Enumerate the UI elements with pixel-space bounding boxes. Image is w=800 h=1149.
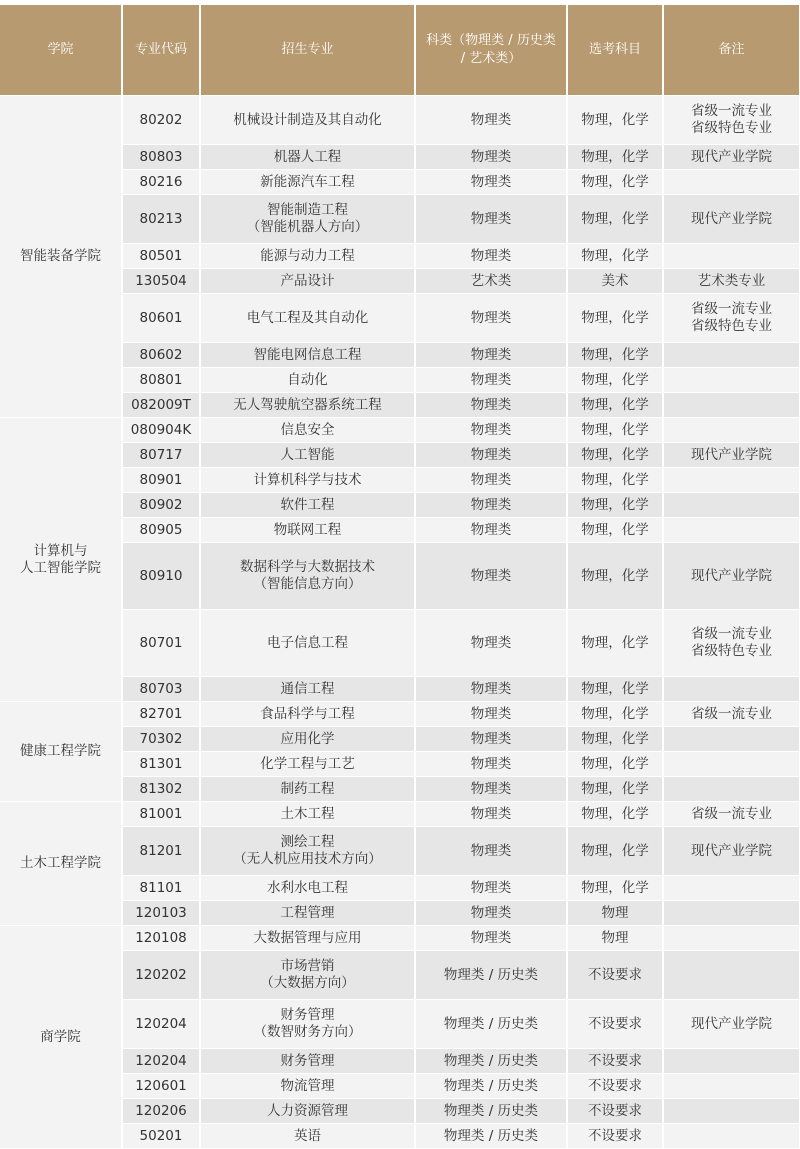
- major-cell: 制药工程: [200, 777, 415, 802]
- code-cell: 80202: [122, 96, 200, 145]
- category-cell: 物理类: [415, 752, 567, 777]
- code-cell: 120202: [122, 951, 200, 1000]
- category-cell: 物理类 / 历史类: [415, 1074, 567, 1099]
- header-subjects: 选考科目: [567, 5, 663, 96]
- note-cell: [663, 244, 799, 269]
- note-cell: [663, 518, 799, 543]
- major-cell: 电子信息工程: [200, 610, 415, 677]
- major-cell: 财务管理: [200, 1049, 415, 1074]
- major-cell: 工程管理: [200, 901, 415, 926]
- code-cell: 81201: [122, 827, 200, 876]
- note-cell: [663, 368, 799, 393]
- category-cell: 物理类: [415, 926, 567, 951]
- category-cell: 物理类: [415, 876, 567, 901]
- major-cell: 人工智能: [200, 443, 415, 468]
- college-cell: 健康工程学院: [0, 702, 122, 802]
- note-cell: [663, 343, 799, 368]
- category-cell: 物理类 / 历史类: [415, 951, 567, 1000]
- code-cell: 80902: [122, 493, 200, 518]
- major-cell: 财务管理 （数智财务方向）: [200, 1000, 415, 1049]
- subjects-cell: 物理，化学: [567, 677, 663, 702]
- subjects-cell: 物理，化学: [567, 443, 663, 468]
- note-cell: 省级一流专业 省级特色专业: [663, 96, 799, 145]
- major-cell: 应用化学: [200, 727, 415, 752]
- subjects-cell: 物理: [567, 901, 663, 926]
- major-cell: 软件工程: [200, 493, 415, 518]
- subjects-cell: 物理，化学: [567, 702, 663, 727]
- code-cell: 120206: [122, 1099, 200, 1124]
- note-cell: [663, 727, 799, 752]
- subjects-cell: 物理，化学: [567, 727, 663, 752]
- code-cell: 120108: [122, 926, 200, 951]
- code-cell: 81302: [122, 777, 200, 802]
- major-cell: 能源与动力工程: [200, 244, 415, 269]
- code-cell: 80801: [122, 368, 200, 393]
- major-cell: 自动化: [200, 368, 415, 393]
- note-cell: 省级一流专业: [663, 702, 799, 727]
- category-cell: 物理类: [415, 702, 567, 727]
- code-cell: 81001: [122, 802, 200, 827]
- note-cell: [663, 752, 799, 777]
- table-body: [0, 96, 799, 1149]
- subjects-cell: 物理: [567, 926, 663, 951]
- major-cell: 新能源汽车工程: [200, 170, 415, 195]
- code-cell: 80501: [122, 244, 200, 269]
- category-cell: 物理类: [415, 393, 567, 418]
- major-cell: 化学工程与工艺: [200, 752, 415, 777]
- admission-table: [0, 5, 799, 1149]
- note-cell: [663, 1124, 799, 1149]
- note-cell: 现代产业学院: [663, 1000, 799, 1049]
- note-cell: [663, 876, 799, 901]
- category-cell: 物理类: [415, 727, 567, 752]
- note-cell: [663, 393, 799, 418]
- note-cell: [663, 468, 799, 493]
- major-cell: 信息安全: [200, 418, 415, 443]
- note-cell: 现代产业学院: [663, 543, 799, 610]
- category-cell: 物理类: [415, 518, 567, 543]
- major-cell: 无人驾驶航空器系统工程: [200, 393, 415, 418]
- subjects-cell: 物理，化学: [567, 343, 663, 368]
- category-cell: 物理类: [415, 294, 567, 343]
- note-cell: 省级一流专业 省级特色专业: [663, 610, 799, 677]
- category-cell: 物理类: [415, 145, 567, 170]
- subjects-cell: 物理，化学: [567, 777, 663, 802]
- category-cell: 物理类: [415, 343, 567, 368]
- code-cell: 80213: [122, 195, 200, 244]
- category-cell: 物理类 / 历史类: [415, 1099, 567, 1124]
- category-cell: 物理类: [415, 443, 567, 468]
- table-row: [0, 926, 799, 951]
- note-cell: 现代产业学院: [663, 145, 799, 170]
- category-cell: 物理类: [415, 827, 567, 876]
- major-cell: 人力资源管理: [200, 1099, 415, 1124]
- code-cell: 120601: [122, 1074, 200, 1099]
- major-cell: 机器人工程: [200, 145, 415, 170]
- code-cell: 80701: [122, 610, 200, 677]
- subjects-cell: 物理，化学: [567, 802, 663, 827]
- code-cell: 80602: [122, 343, 200, 368]
- subjects-cell: 物理，化学: [567, 468, 663, 493]
- category-cell: 物理类: [415, 677, 567, 702]
- code-cell: 81301: [122, 752, 200, 777]
- category-cell: 物理类: [415, 543, 567, 610]
- subjects-cell: 不设要求: [567, 1074, 663, 1099]
- code-cell: 130504: [122, 269, 200, 294]
- subjects-cell: 物理，化学: [567, 493, 663, 518]
- header-category: 科类（物理类 / 历史类 / 艺术类）: [415, 5, 567, 96]
- major-cell: 市场营销 （大数据方向）: [200, 951, 415, 1000]
- subjects-cell: 不设要求: [567, 1049, 663, 1074]
- major-cell: 通信工程: [200, 677, 415, 702]
- major-cell: 大数据管理与应用: [200, 926, 415, 951]
- code-cell: 80216: [122, 170, 200, 195]
- subjects-cell: 不设要求: [567, 1099, 663, 1124]
- major-cell: 英语: [200, 1124, 415, 1149]
- note-cell: 现代产业学院: [663, 443, 799, 468]
- subjects-cell: 不设要求: [567, 1124, 663, 1149]
- subjects-cell: 物理，化学: [567, 752, 663, 777]
- major-cell: 机械设计制造及其自动化: [200, 96, 415, 145]
- subjects-cell: 物理，化学: [567, 393, 663, 418]
- subjects-cell: 物理，化学: [567, 170, 663, 195]
- category-cell: 物理类: [415, 418, 567, 443]
- code-cell: 80703: [122, 677, 200, 702]
- major-cell: 智能电网信息工程: [200, 343, 415, 368]
- note-cell: 省级一流专业 省级特色专业: [663, 294, 799, 343]
- table-row: [0, 96, 799, 145]
- major-cell: 物流管理: [200, 1074, 415, 1099]
- note-cell: 省级一流专业: [663, 802, 799, 827]
- college-cell: 商学院: [0, 926, 122, 1149]
- major-cell: 物联网工程: [200, 518, 415, 543]
- header-note: 备注: [663, 5, 799, 96]
- major-cell: 土木工程: [200, 802, 415, 827]
- note-cell: [663, 926, 799, 951]
- major-cell: 食品科学与工程: [200, 702, 415, 727]
- code-cell: 80910: [122, 543, 200, 610]
- note-cell: 现代产业学院: [663, 827, 799, 876]
- major-cell: 数据科学与大数据技术 （智能信息方向）: [200, 543, 415, 610]
- code-cell: 80717: [122, 443, 200, 468]
- note-cell: [663, 951, 799, 1000]
- major-cell: 电气工程及其自动化: [200, 294, 415, 343]
- note-cell: 艺术类专业: [663, 269, 799, 294]
- table-row: [0, 702, 799, 727]
- major-cell: 智能制造工程 （智能机器人方向）: [200, 195, 415, 244]
- code-cell: 81101: [122, 876, 200, 901]
- subjects-cell: 物理，化学: [567, 876, 663, 901]
- code-cell: 80803: [122, 145, 200, 170]
- subjects-cell: 不设要求: [567, 1000, 663, 1049]
- code-cell: 80905: [122, 518, 200, 543]
- header-code: 专业代码: [122, 5, 200, 96]
- code-cell: 70302: [122, 727, 200, 752]
- college-cell: 智能装备学院: [0, 96, 122, 418]
- subjects-cell: 美术: [567, 269, 663, 294]
- subjects-cell: 物理，化学: [567, 418, 663, 443]
- note-cell: [663, 1099, 799, 1124]
- code-cell: 80901: [122, 468, 200, 493]
- header-major: 招生专业: [200, 5, 415, 96]
- subjects-cell: 物理，化学: [567, 827, 663, 876]
- subjects-cell: 物理，化学: [567, 244, 663, 269]
- note-cell: [663, 901, 799, 926]
- category-cell: 物理类: [415, 493, 567, 518]
- code-cell: 82701: [122, 702, 200, 727]
- code-cell: 120204: [122, 1049, 200, 1074]
- category-cell: 物理类 / 历史类: [415, 1000, 567, 1049]
- major-cell: 测绘工程 （无人机应用技术方向）: [200, 827, 415, 876]
- note-cell: [663, 677, 799, 702]
- subjects-cell: 物理，化学: [567, 294, 663, 343]
- category-cell: 物理类: [415, 96, 567, 145]
- category-cell: 物理类: [415, 368, 567, 393]
- category-cell: 物理类 / 历史类: [415, 1124, 567, 1149]
- category-cell: 物理类: [415, 777, 567, 802]
- code-cell: 120103: [122, 901, 200, 926]
- subjects-cell: 物理，化学: [567, 518, 663, 543]
- college-cell: 土木工程学院: [0, 802, 122, 926]
- subjects-cell: 物理，化学: [567, 145, 663, 170]
- major-cell: 产品设计: [200, 269, 415, 294]
- major-cell: 计算机科学与技术: [200, 468, 415, 493]
- subjects-cell: 物理，化学: [567, 195, 663, 244]
- note-cell: 现代产业学院: [663, 195, 799, 244]
- code-cell: 80601: [122, 294, 200, 343]
- subjects-cell: 物理，化学: [567, 368, 663, 393]
- note-cell: [663, 170, 799, 195]
- note-cell: [663, 418, 799, 443]
- note-cell: [663, 777, 799, 802]
- category-cell: 艺术类: [415, 269, 567, 294]
- category-cell: 物理类: [415, 901, 567, 926]
- major-cell: 水利水电工程: [200, 876, 415, 901]
- college-cell: 计算机与 人工智能学院: [0, 418, 122, 702]
- code-cell: 080904K: [122, 418, 200, 443]
- table-row: [0, 802, 799, 827]
- note-cell: [663, 1049, 799, 1074]
- category-cell: 物理类: [415, 468, 567, 493]
- note-cell: [663, 1074, 799, 1099]
- subjects-cell: 物理，化学: [567, 543, 663, 610]
- category-cell: 物理类: [415, 802, 567, 827]
- subjects-cell: 不设要求: [567, 951, 663, 1000]
- category-cell: 物理类: [415, 610, 567, 677]
- category-cell: 物理类: [415, 170, 567, 195]
- subjects-cell: 物理，化学: [567, 96, 663, 145]
- code-cell: 120204: [122, 1000, 200, 1049]
- category-cell: 物理类 / 历史类: [415, 1049, 567, 1074]
- table-row: [0, 418, 799, 443]
- code-cell: 082009T: [122, 393, 200, 418]
- category-cell: 物理类: [415, 244, 567, 269]
- category-cell: 物理类: [415, 195, 567, 244]
- header-college: 学院: [0, 5, 122, 96]
- table-header: [0, 5, 799, 96]
- note-cell: [663, 493, 799, 518]
- code-cell: 50201: [122, 1124, 200, 1149]
- subjects-cell: 物理，化学: [567, 610, 663, 677]
